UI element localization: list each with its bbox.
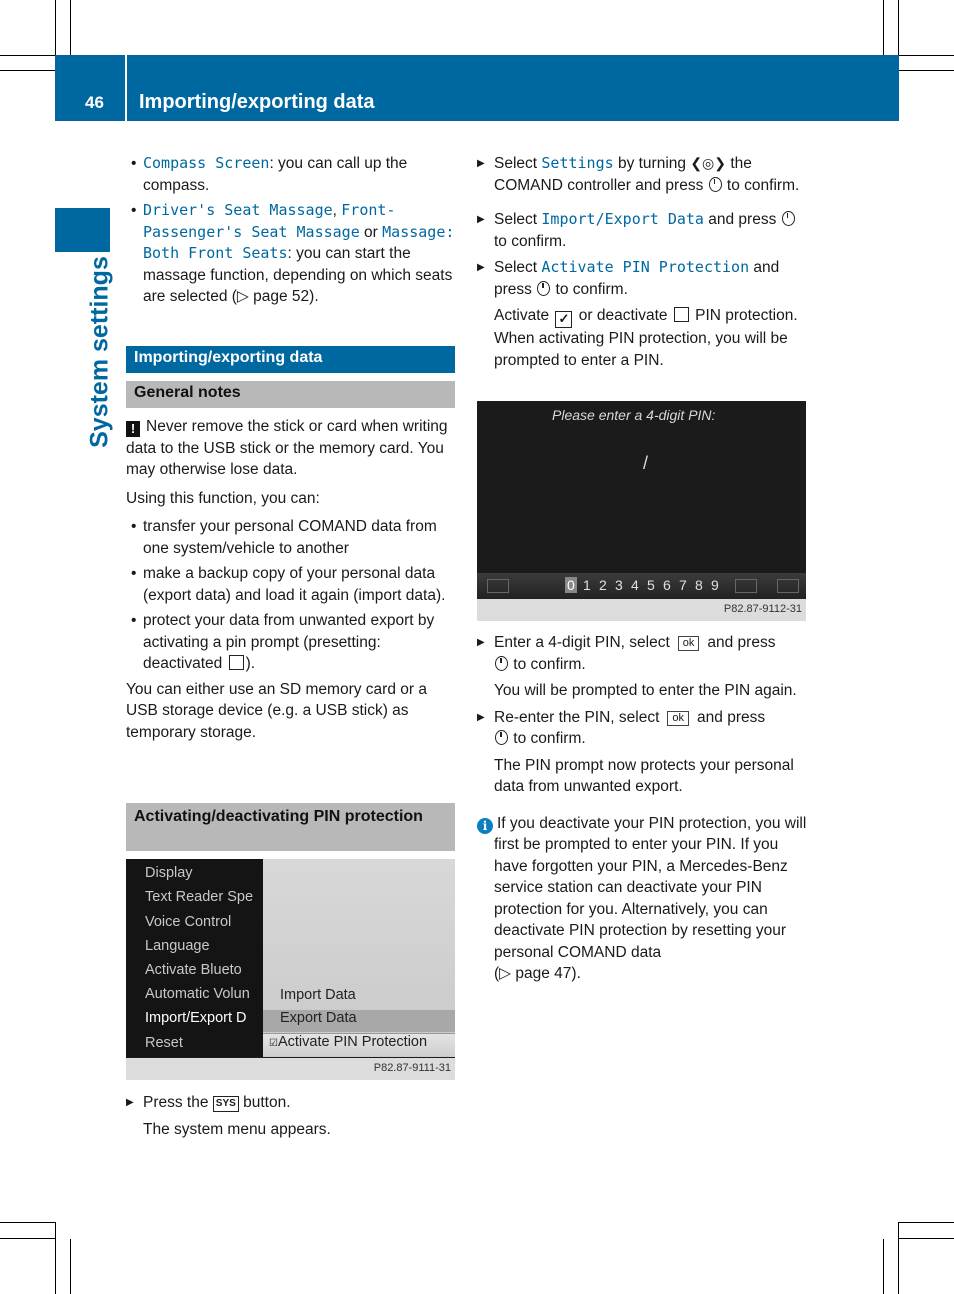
crop-mark [55, 0, 56, 55]
digit-key: 0 [567, 577, 575, 593]
crop-mark [883, 1239, 884, 1294]
step-text: the COMAND controller and press [494, 155, 752, 194]
step-text: Re-enter the PIN, select [494, 708, 660, 726]
step [477, 257, 809, 300]
step-note [477, 305, 809, 371]
crop-mark [899, 1222, 954, 1223]
turn-controller-icon: ❮◎❯ [690, 155, 727, 171]
crop-mark [55, 1222, 56, 1294]
crop-mark [70, 1239, 71, 1294]
left-column [126, 153, 456, 312]
page-number: 46 [85, 93, 104, 112]
checkbox-checked-icon: ✓ [555, 311, 572, 328]
menu-code: Compass Screen [143, 154, 270, 172]
menu-item: Automatic Volun [145, 986, 250, 1002]
digit-key: 8 [695, 577, 703, 593]
step-result: The system menu appears. [143, 1120, 331, 1138]
step-text: PIN protection. When activating PIN protection, you will be prompted to enter a PIN. [494, 307, 798, 369]
menu-code: Settings [541, 154, 614, 172]
menu-code: Activate PIN Protection [541, 258, 750, 276]
step-text: and press [494, 259, 780, 298]
digit-key: 9 [711, 577, 719, 593]
digit-key: 1 [583, 577, 591, 593]
page-reference: (▷ page 47). [494, 965, 581, 982]
subsection-heading: General notes [126, 381, 455, 408]
warning-text: Never remove the stick or card when writing data to the USB stick or the memory card. You may otherwise lose data. [126, 418, 448, 478]
info-note [477, 813, 809, 985]
list-item: • make a backup copy of your personal data (export data) and load it again (import data). [126, 563, 456, 606]
step-text: Select [494, 259, 542, 276]
step [477, 153, 809, 196]
menu-item: Reset [145, 1035, 183, 1051]
crop-mark [899, 70, 954, 71]
press-controller-icon [537, 281, 550, 296]
digit-key: 4 [631, 577, 639, 593]
submenu-item: Import Data [280, 987, 356, 1003]
right-column-top [477, 153, 809, 376]
figure-ref: P82.87-9112-31 [723, 603, 802, 615]
step-text: or deactivate [574, 307, 672, 324]
digit-key: 3 [615, 577, 623, 593]
ok-button-icon: ok [667, 711, 689, 726]
press-controller-icon [495, 730, 508, 745]
step-text: and press [703, 211, 781, 228]
checkbox-empty-icon [229, 655, 244, 670]
item-text: or [359, 223, 383, 241]
delete-icon [735, 579, 757, 593]
list-item [126, 153, 456, 196]
pin-prompt: Please enter a 4-digit PIN: [552, 407, 716, 423]
info-text: If you deactivate your PIN protection, you will first be prompted to enter your PIN. If you have forgotten your PIN, a Mercedes-Benz service station can deactivate your PIN protection for you. Alternatively, you can deactivate PIN protection by resetting your personal COMAND data [494, 814, 807, 961]
crop-mark [0, 1238, 55, 1239]
press-controller-icon [709, 177, 722, 192]
digit-key: 2 [599, 577, 607, 593]
crop-mark [883, 0, 884, 55]
step-text: to confirm. [509, 655, 586, 673]
ok-key-icon [777, 579, 799, 593]
submenu-item [263, 1033, 455, 1056]
pin-cursor: / [643, 453, 649, 473]
subsection-heading: Activating/deactivating PIN protection [126, 803, 455, 851]
crop-mark [898, 1222, 899, 1294]
step [126, 1092, 456, 1114]
page-header [55, 55, 899, 121]
crop-mark [0, 70, 55, 71]
general-notes [126, 416, 456, 750]
crop-mark [0, 1222, 55, 1223]
page-title: Importing/exporting data [139, 91, 375, 113]
checkbox-empty-icon [674, 307, 689, 322]
step-text: and press [707, 634, 776, 651]
step-text: to confirm. [494, 232, 567, 250]
step [477, 632, 809, 675]
menu-code: Import/Export Data [541, 210, 704, 228]
submenu-label: Export Data [280, 1010, 357, 1026]
figure-ref-bar [477, 599, 806, 621]
warning-icon: ! [126, 421, 140, 437]
intro-text: Using this function, you can: [126, 489, 320, 507]
step-text: and press [697, 708, 766, 726]
system-menu-screenshot [126, 859, 455, 1080]
step [477, 707, 809, 750]
header-divider [125, 55, 127, 121]
menu-item: Activate Blueto [145, 962, 242, 978]
menu-item-selected: Import/Export D [145, 1010, 247, 1026]
digit-key: 7 [679, 577, 687, 593]
crop-mark [70, 0, 71, 55]
figure-ref-bar [126, 1058, 455, 1080]
crop-mark [0, 55, 55, 56]
list-item [126, 610, 456, 675]
side-tab [55, 208, 110, 252]
step-text: by turning [613, 155, 691, 172]
back-icon [487, 579, 509, 593]
submenu-label: Activate PIN Protection [277, 1034, 428, 1050]
press-controller-icon [495, 656, 508, 671]
crop-mark [899, 55, 954, 56]
crop-mark [899, 1238, 954, 1239]
menu-code: Driver's Seat Massage [143, 201, 333, 219]
crop-mark [898, 0, 899, 55]
figure-ref: P82.87-9111-31 [373, 1062, 451, 1074]
info-icon: i [477, 818, 493, 834]
press-controller-icon [782, 211, 795, 226]
right-column-bottom [477, 632, 809, 990]
submenu-item-selected [263, 1010, 455, 1032]
digit-key: 6 [663, 577, 671, 593]
step-text: Press the [143, 1094, 209, 1111]
warning-note [126, 416, 456, 481]
step-text: button. [243, 1094, 291, 1111]
list-item: • transfer your personal COMAND data from one system/vehicle to another [126, 516, 456, 559]
sys-button-icon: SYS [213, 1096, 239, 1112]
menu-code: Front-Passenger's Seat Massage [143, 201, 396, 241]
step-text: Enter a 4-digit PIN, select [494, 634, 670, 651]
pin-entry-screenshot [477, 401, 806, 621]
section-heading: Importing/exporting data [126, 346, 455, 373]
list-item [126, 200, 456, 308]
item-text: ). [245, 655, 256, 672]
step-list [126, 1092, 456, 1145]
menu-item: Voice Control [145, 914, 232, 930]
menu-item: Language [145, 938, 210, 954]
step-text: Select [494, 211, 542, 228]
side-section-label: System settings [85, 256, 114, 448]
item-text: : you can start the massage function, depending on which seats are selected (▷ page 52). [143, 245, 453, 305]
digit-key: 5 [647, 577, 655, 593]
ok-button-icon: ok [678, 636, 700, 651]
item-text: protect your data from unwanted export by activating a pin prompt (presetting: deactivated [143, 612, 435, 672]
item-text: , [332, 202, 342, 219]
storage-text: You can either use an SD memory card or a USB storage device (e.g. a USB stick) as temporary storage. [126, 680, 427, 741]
menu-item: Display [145, 865, 193, 881]
step-text: Activate [494, 307, 554, 324]
step-text: to confirm. [722, 176, 800, 194]
menu-item: Text Reader Spe [145, 889, 254, 905]
step-note: The PIN prompt now protects your personal data from unwanted export. [494, 756, 794, 795]
step-text: to confirm. [551, 280, 628, 298]
step-note: You will be prompted to enter the PIN again. [494, 682, 797, 699]
menu-code: Massage: Both Front Seats [143, 222, 455, 262]
step [477, 209, 809, 252]
step-text: Select [494, 155, 542, 172]
step-text: to confirm. [509, 730, 586, 747]
item-text: : you can call up the compass. [143, 155, 408, 194]
checkbox-icon: ☑ [269, 1038, 278, 1049]
